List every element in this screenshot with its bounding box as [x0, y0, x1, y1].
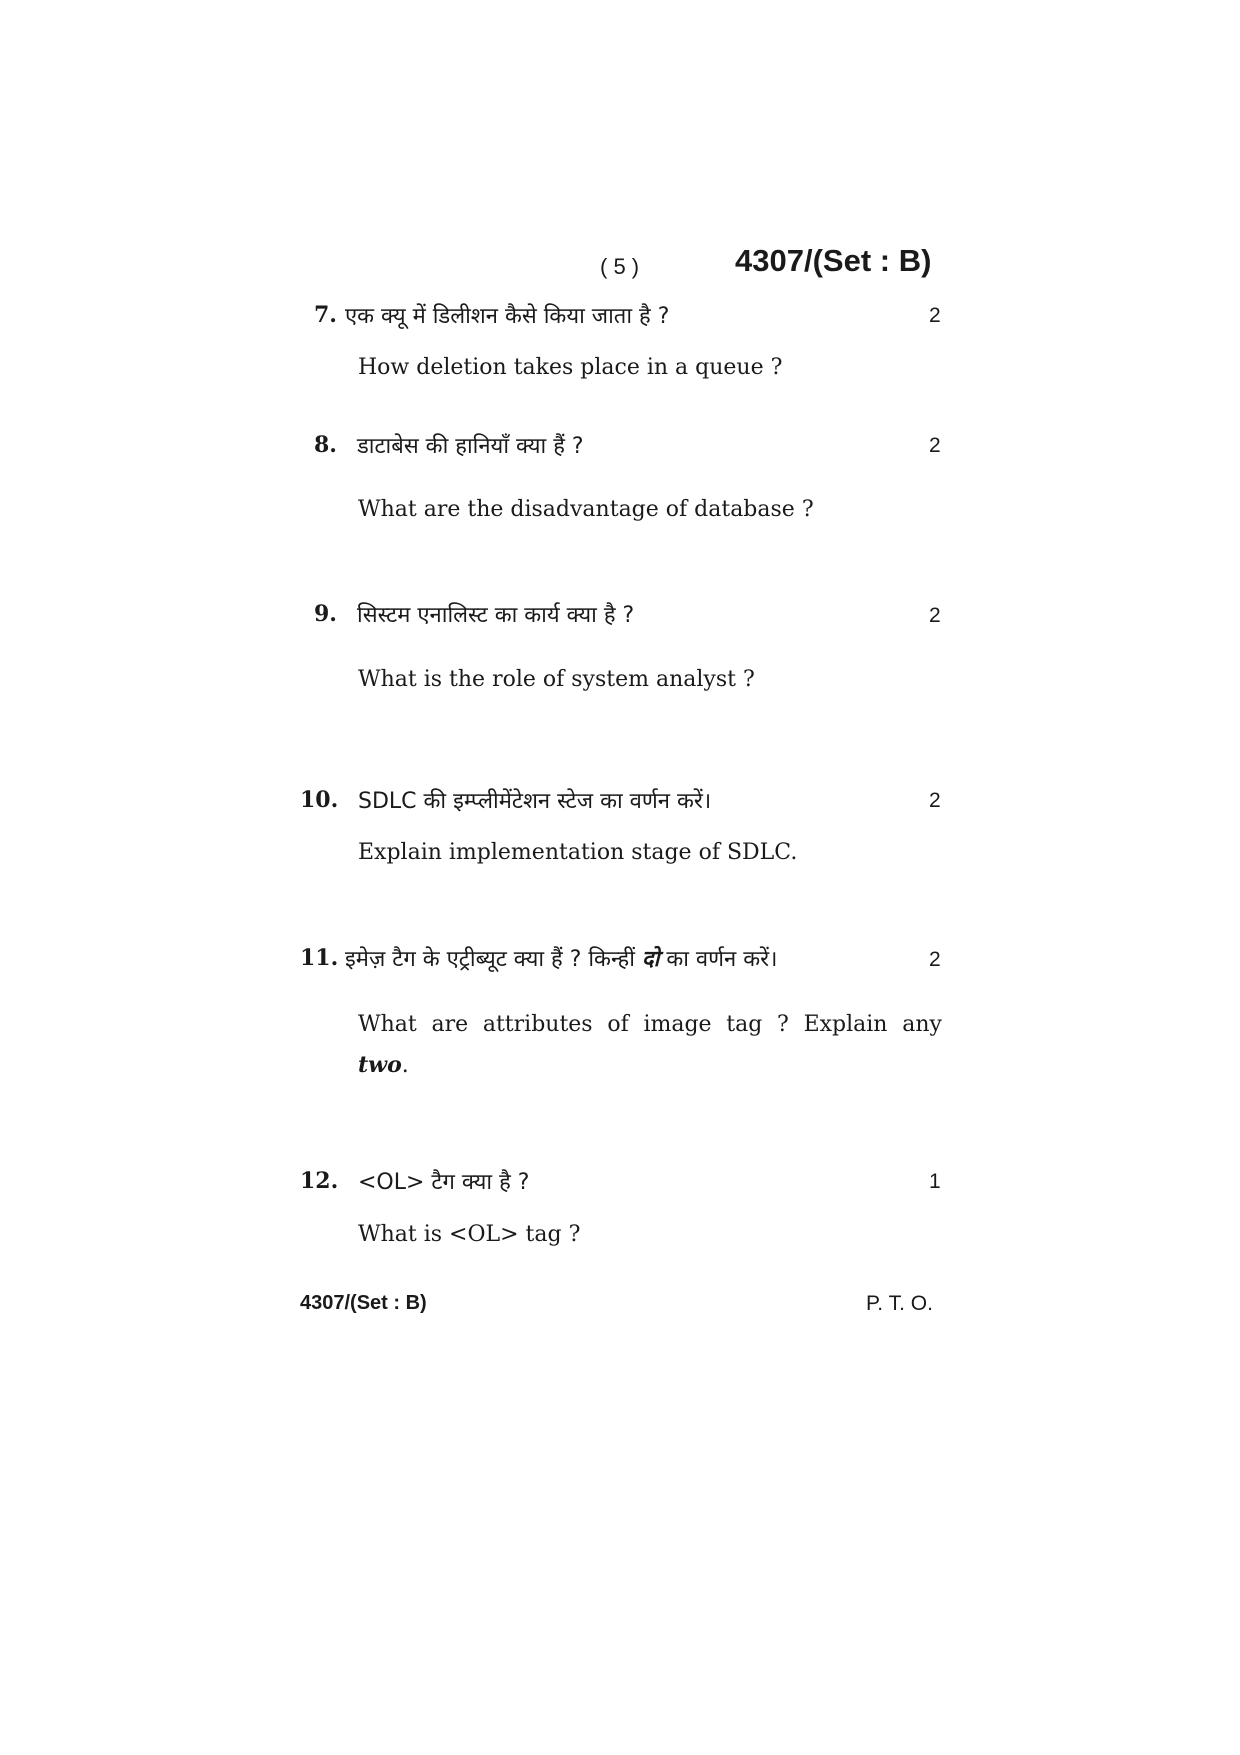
question-number: 12. [300, 1168, 339, 1194]
paper-code-header: 4307/(Set : B) [735, 243, 932, 278]
page-number: ( 5 ) [600, 254, 640, 279]
question-hindi [345, 943, 777, 973]
question-marks: 2 [929, 948, 941, 971]
hindi-text-part: का वर्णन करें। [666, 947, 778, 972]
question-hindi: SDLC की इम्प्लीमेंटेशन स्टेज का वर्णन करें। [358, 789, 712, 814]
english-word: any [902, 1012, 942, 1037]
question-english-line-1 [358, 1012, 942, 1037]
question-number: 8. [314, 432, 337, 458]
question-number: 7. [314, 302, 337, 328]
question-hindi: <OL> टैग क्या है ? [358, 1170, 530, 1195]
english-word: ? [777, 1012, 789, 1037]
question-hindi: एक क्यू में डिलीशन कैसे किया जाता है ? [345, 304, 670, 329]
question-english: How deletion takes place in a queue ? [358, 355, 783, 380]
english-word: Explain [803, 1012, 888, 1037]
question-english: What is the role of system analyst ? [358, 667, 755, 692]
english-word: are [431, 1012, 469, 1037]
english-word: image [643, 1012, 712, 1037]
english-emphasis: two [358, 1052, 402, 1078]
question-number: 10. [300, 787, 339, 813]
question-marks: 2 [929, 604, 941, 627]
question-marks: 2 [929, 789, 941, 812]
english-word: of [607, 1012, 629, 1037]
english-word: What [358, 1012, 417, 1037]
question-english-line-2 [358, 1052, 409, 1078]
question-marks: 2 [929, 304, 941, 327]
hindi-emphasis: दो [641, 947, 660, 972]
question-english: What is <OL> tag ? [358, 1222, 581, 1247]
footer-pto: P. T. O. [866, 1292, 933, 1315]
english-word: attributes [482, 1012, 593, 1037]
footer-paper-code: 4307/(Set : B) [300, 1292, 427, 1314]
question-marks: 2 [929, 434, 941, 457]
question-english: Explain implementation stage of SDLC. [358, 840, 798, 865]
hindi-text-part: इमेज़ टैग के एट्रीब्यूट क्या हैं ? किन्हीं [345, 947, 635, 972]
question-marks: 1 [929, 1170, 941, 1193]
question-english: What are the disadvantage of database ? [358, 497, 814, 522]
question-number: 9. [314, 601, 337, 627]
question-hindi: डाटाबेस की हानियाँ क्या हैं ? [357, 434, 584, 459]
question-hindi: सिस्टम एनालिस्ट का कार्य क्या है ? [357, 603, 635, 628]
english-word: tag [726, 1012, 763, 1037]
english-text-part: . [401, 1053, 409, 1078]
question-number: 11. [300, 945, 339, 971]
